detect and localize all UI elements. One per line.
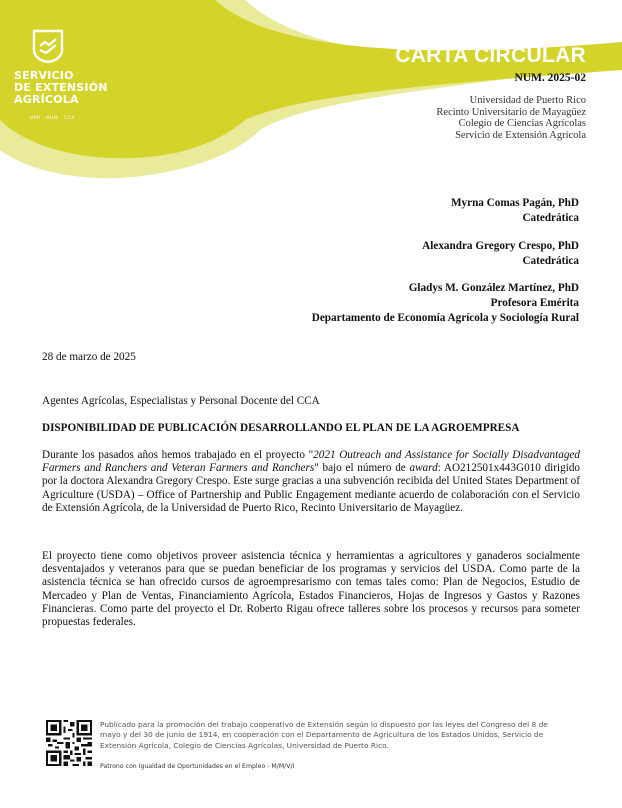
circular-number: NUM. 2025-02: [514, 72, 586, 84]
author-name: Alexandra Gregory Crespo, PhD: [422, 240, 579, 252]
author-title: Catedrática: [522, 254, 579, 267]
author-block: [422, 239, 579, 269]
recipients: Agentes Agrícolas, Especialistas y Personal Docente del CCA: [42, 395, 320, 407]
text-run: : AO212501x443G010 dirigido por la doctora Alexandra Gregory Crespo. Este surge gracias a una subvención recibida del United States Department of Agriculture (USDA) – Office of Partnership and Public Engagement mediante acuerdo de colaboración con el Servicio de Extensión Agrícola, de la Universidad de Puerto Rico, Recinto Universitario de Mayagüez.: [42, 462, 581, 514]
institution-line: Colegio de Ciencias Agrícolas: [458, 118, 586, 129]
equal-opportunity-note: Patrono con Igualdad de Oportunidades en el Empleo - M/M/V/I: [100, 763, 295, 770]
brand-line-3: AGRÍCOLA: [14, 93, 79, 106]
brand-name: [14, 70, 124, 106]
author-title: Profesora Emérita: [490, 296, 579, 309]
institution-line: Recinto Universitario de Mayagüez: [436, 106, 586, 118]
author-block: [312, 281, 579, 325]
brand-line-1: SERVICIO: [14, 69, 74, 82]
document-title: CARTA CIRCULAR: [395, 44, 586, 67]
author-name: Gladys M. González Martínez, PhD: [408, 282, 579, 294]
author-block: [451, 196, 579, 226]
extension-logo-icon: [30, 28, 66, 64]
institution-line: Servicio de Extensión Agrícola: [455, 129, 586, 141]
author-title: Catedrática: [522, 211, 579, 224]
qr-code-icon: [46, 720, 92, 766]
letter-date: 28 de marzo de 2025: [42, 351, 136, 363]
author-department: Departamento de Economía Agrícola y Sociología Rural: [311, 311, 579, 324]
text-run: Durante los pasados años hemos trabajado en el proyecto ": [42, 449, 314, 461]
project-title: 2021 Outreach and Assistance for Socially Disadvantaged Farmers and Ranchers and Veteran Farmers and Ranchers: [42, 449, 580, 475]
brand-line-2: DE EXTENSIÓN: [14, 81, 108, 94]
institution-block: [436, 95, 586, 141]
institution-line: Universidad de Puerto Rico: [469, 95, 586, 106]
text-run: " bajo el número de: [314, 462, 410, 475]
brand-subtitle: UPR · RUM · CCA: [30, 116, 75, 121]
award-term: award: [409, 462, 438, 475]
paragraph-2: El proyecto tiene como objetivos proveer asistencia técnica y herramientas a agricultores y ganaderos socialmente desventajados y veteranos para que se puedan beneficiar de los programas y servicios del USDA. Como parte de la asistencia técnica se han ofrecido cursos de agroempresarismo con temas tales como: Plan de Negocios, Estudio de Mercadeo y Plan de Ventas, Financiamiento Agrícola, Estados Financieros, Hojas de Ingresos y Gastos y Razones Financieras. Como parte del proyecto el Dr. Roberto Rigau ofrece talleres sobre los procesos y recursos para someter propuestas federales.: [42, 550, 580, 629]
paragraph-1: [42, 449, 580, 515]
footer-legal-text: Publicado para la promoción del trabajo cooperativo de Extensión según lo dispuesto por las leyes del Congreso del 8 de mayo y del 30 de junio de 1914, en cooperación con el Departamento de Agricultura de los Estados Unidos, Servicio de Extensión Agrícola, Colegio de Ciencias Agrícolas, Universidad de Puerto Rico.: [100, 720, 548, 750]
subject-line: DISPONIBILIDAD DE PUBLICACIÓN DESARROLLANDO EL PLAN DE LA AGROEMPRESA: [42, 422, 520, 434]
author-name: Myrna Comas Pagán, PhD: [450, 197, 579, 209]
